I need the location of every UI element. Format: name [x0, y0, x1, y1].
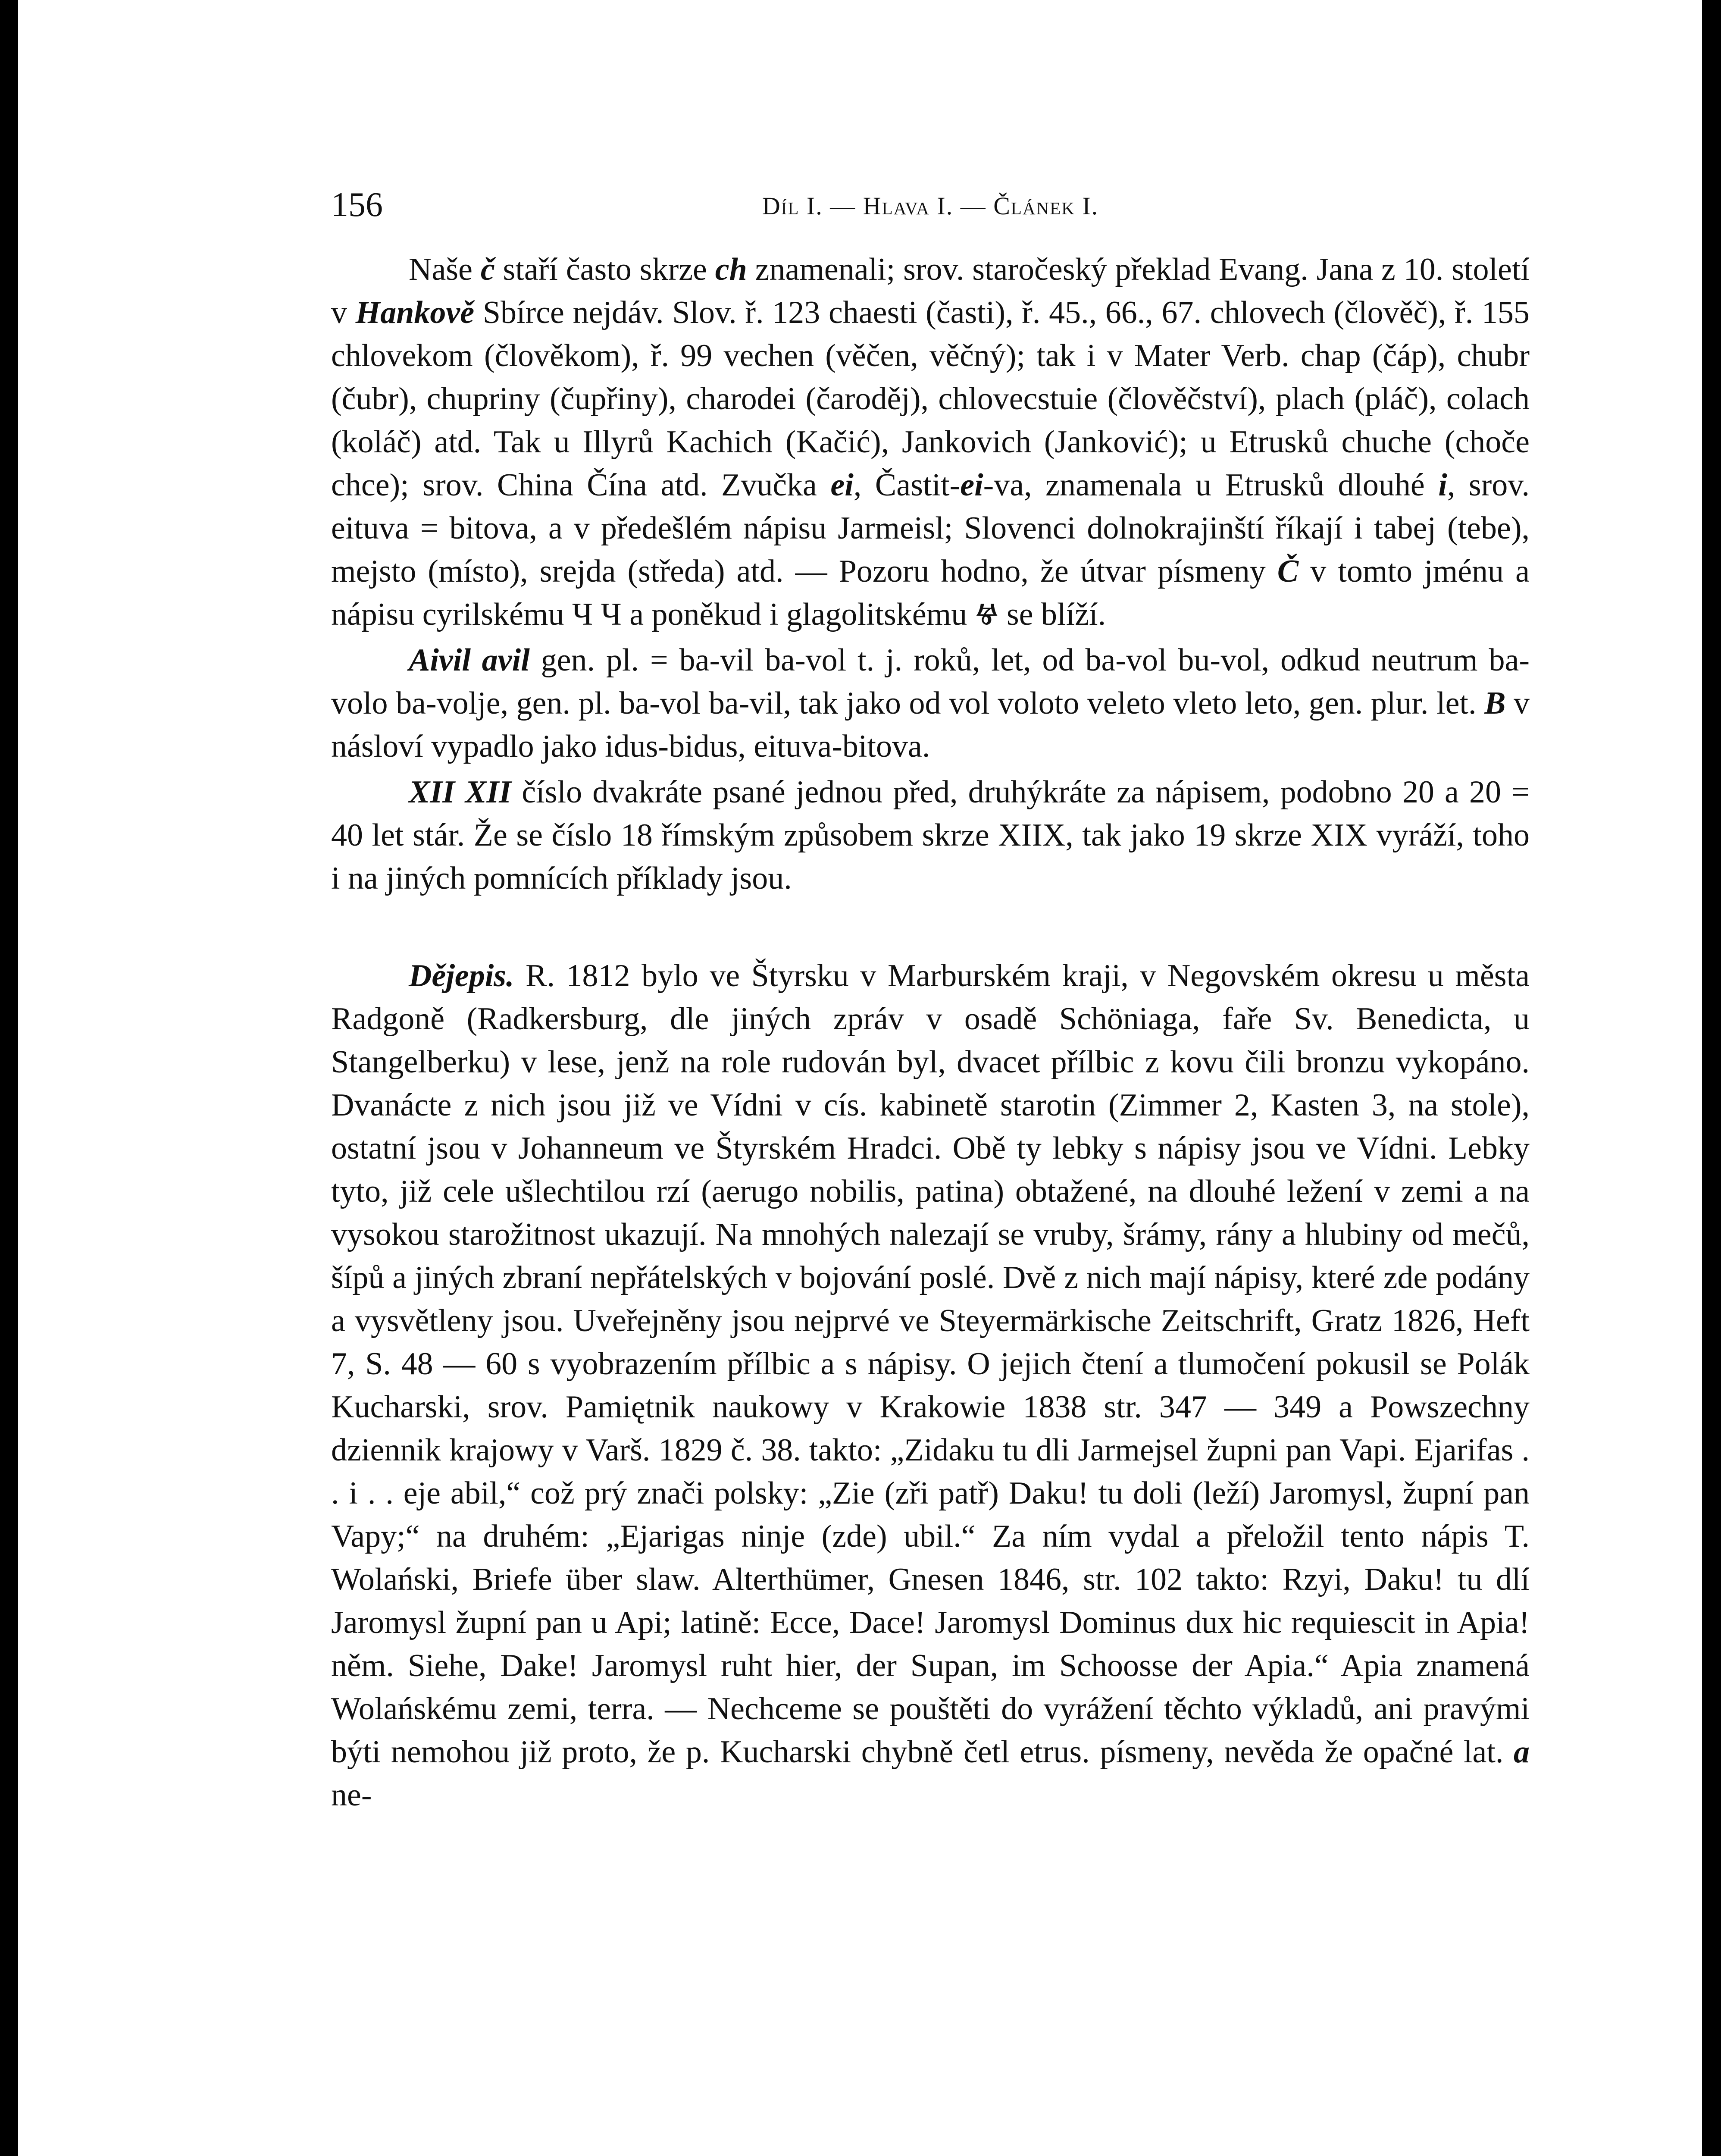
italic-run: Aivil avil [409, 642, 530, 678]
text-run: gen. pl. = ba-vil ba-vol t. j. roků, let, od ba-vol bu-vol, odkud neutrum ba-volo ba-volje, gen. pl. ba-vol ba-vil, tak jako od vol voloto veleto vleto leto, gen. plur. let. [331, 642, 1530, 721]
book-page [18, 0, 1702, 2156]
italic-run: č [480, 252, 495, 287]
text-run: v tomto jménu a nápisu cyrilskému Ч Ч a poněkud i glagolitskému Ⱍ se blíží. [331, 554, 1530, 632]
italic-run: XII XII [409, 774, 512, 810]
paragraph-3 [331, 771, 1530, 900]
text-run: , srov. eituva = bitova, a v předešlém nápisu Jarmeisl; Slovenci dolnokrajinští říkají i tabej (tebe), mejsto (místo), srejda (středa) atd. — Pozoru hodno, že útvar písmeny [331, 467, 1530, 589]
text-run: , Častit- [853, 467, 961, 503]
text-run: v násloví vypadlo jako idus-bidus, eituva-bitova. [331, 686, 1530, 764]
italic-run: Dějepis. [409, 958, 514, 993]
text-run: Naše [409, 252, 481, 287]
page-number: 156 [331, 186, 383, 224]
text-run: staří často skrze [494, 252, 715, 287]
italic-run: Hankově [355, 295, 475, 330]
paragraph-1 [331, 248, 1530, 636]
text-run: číslo dvakráte psané jednou před, druhýkráte za nápisem, podobno 20 a 20 = 40 let stár. Že se číslo 18 římským způsobem skrze XIIX, tak jako 19 skrze XIX vyráží, toho i na jiných pomnících příklady jsou. [331, 774, 1530, 896]
paragraph-4 [331, 954, 1530, 1817]
paragraph-2 [331, 639, 1530, 768]
body-text [331, 248, 1530, 1819]
italic-run: ei [960, 467, 983, 503]
italic-run: i [1438, 467, 1447, 503]
text-run: -va, znamenala u Etrusků dlouhé [983, 467, 1439, 503]
text-run: ne- [331, 1777, 372, 1813]
text-run: znamenali; srov. staročeský překlad Evang. Jana z 10. století v [331, 252, 1530, 330]
italic-run: ch [715, 252, 747, 287]
italic-run: a [1514, 1734, 1530, 1770]
italic-run: Č [1277, 554, 1299, 589]
text-run: R. 1812 bylo ve Štyrsku v Marburském kraji, v Negovském okresu u města Radgoně (Radkersburg, dle jiných zpráv v osadě Schöniaga, faře Sv. Benedicta, u Stangelberku) v lese, jenž na role rudován byl, dvacet přílbic z kovu čili bronzu vykopáno. Dvanácte z nich jsou již ve Vídni v cís. kabinetě starotin (Zimmer 2, Kasten 3, na stole), ostatní jsou v Johanneum ve Štyrském Hradci. Obě ty lebky s nápisy jsou ve Vídni. Lebky tyto, již cele ušlechtilou rzí (aerugo nobilis, patina) obtažené, na dlouhé ležení v zemi a na vysokou starožitnost ukazují. Na mnohých nalezají se vruby, šrámy, rány a hlubiny od mečů, šípů a jiných zbraní nepřátelských v bojování poslé. Dvě z nich mají nápisy, které zde podány a vysvětleny jsou. Uveřejněny jsou nejprvé ve Steyermärkische Zeitschrift, Gratz 1826, Heft 7, S. 48 — 60 s vyobrazením přílbic a s nápisy. O jejich čtení a tlumočení pokusil se Polák Kucharski, srov. Pamiętnik naukowy v Krakowie 1838 str. 347 — 349 a Powszechny dziennik krajowy v Varš. 1829 č. 38. takto: „Zidaku tu dli Jarmejsel župni pan Vapi. Ejarifas . . i . . eje abil,“ což prý znači polsky: „Zie (zři patř) Daku! tu doli (leží) Jaromysl, župní pan Vapy;“ na druhém: „Ejarigas ninje (zde) ubil.“ Za ním vydal a přeložil tento nápis T. Wolański, Briefe über slaw. Alterthümer, Gnesen 1846, str. 102 takto: Rzyi, Daku! tu dlí Jaromysl župní pan u Api; latině: Ecce, Dace! Jaromysl Dominus dux hic requiescit in Apia! něm. Siehe, Dake! Jaromysl ruht hier, der Supan, im Schoosse der Apia.“ Apia znamená Wolańskému zemi, terra. — Nechceme se pouštěti do vyrážení těchto výkladů, ani pravými býti nemohou již proto, že p. Kucharski chybně četl etrus. písmeny, nevěda že opačné lat. [331, 958, 1530, 1770]
italic-run: ei [830, 467, 854, 503]
page-header [331, 185, 1530, 229]
text-run: Sbírce nejdáv. Slov. ř. 123 chaesti (časti), ř. 45., 66., 67. chlovech (člověč), ř. 155 chlovekom (člověkom), ř. 99 vechen (věčen, věčný); tak i v Mater Verb. chap (čáp), chubr (čubr), chupriny (čupřiny), charodei (čaroděj), chlovecstuie (člověčství), plach (pláč), colach (koláč) atd. Tak u Illyrů Kachich (Kačić), Jankovich (Janković); u Etrusků chuche (choče chce); srov. China Čína atd. Zvučka [331, 295, 1530, 503]
italic-run: B [1484, 686, 1506, 721]
running-head: Díl I. — Hlava I. — Článek I. [762, 192, 1099, 220]
